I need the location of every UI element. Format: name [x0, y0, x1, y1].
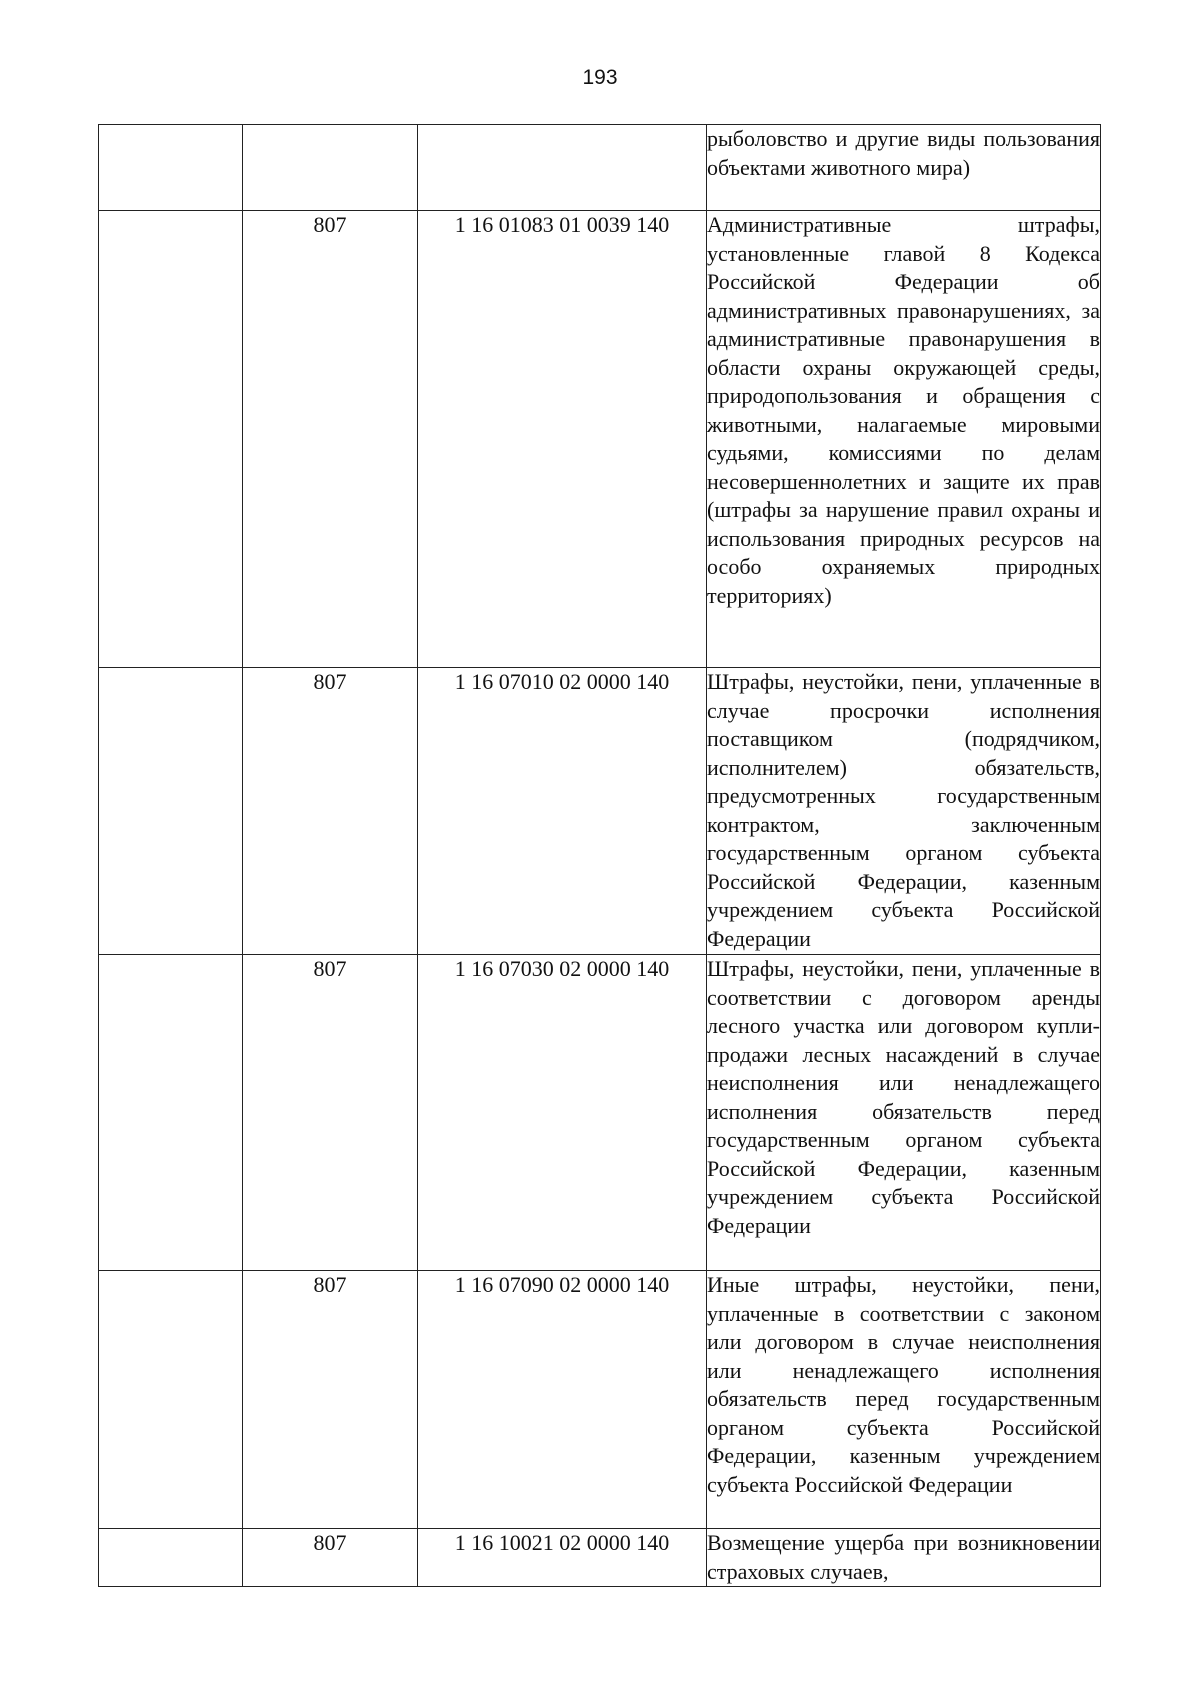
empty-cell [99, 1529, 243, 1587]
page-number: 193 [582, 66, 618, 89]
kbk-code: 1 16 01083 01 0039 140 [454, 212, 670, 237]
admin-code: 807 [313, 956, 347, 981]
table-row [99, 125, 1101, 211]
table-row [99, 1271, 1101, 1529]
kbk-code: 1 16 07030 02 0000 140 [454, 956, 670, 981]
admin-code-cell [243, 1529, 418, 1587]
description-cell: Административные штрафы, установленные главой 8 Кодекса Российской Федерации об административных правонарушениях, за административные правонарушения в области охраны окружающей среды, природопользования и обращения с животными, налагаемые мировыми судьями, комиссиями по делам несовершеннолетних и защите их прав (штрафы за нарушение правил охраны и использования природных ресурсов на особо охраняемых природных территориях) [707, 211, 1101, 668]
admin-code-cell [243, 211, 418, 668]
admin-code: 807 [313, 1272, 347, 1297]
kbk-code-cell [418, 125, 707, 211]
empty-cell [99, 955, 243, 1271]
table-row [99, 211, 1101, 668]
kbk-code-cell [418, 1529, 707, 1587]
description-cell: Возмещение ущерба при возникновении страховых случаев, [707, 1529, 1101, 1587]
kbk-code: 1 16 07010 02 0000 140 [454, 669, 670, 694]
description-cell: Штрафы, неустойки, пени, уплаченные в случае просрочки исполнения поставщиком (подрядчиком, исполнителем) обязательств, предусмотренных государственным контрактом, заключенным государственным органом субъекта Российской Федерации, казенным учреждением субъекта Российской Федерации [707, 668, 1101, 955]
admin-code-cell [243, 668, 418, 955]
admin-code: 807 [313, 669, 347, 694]
description-cell: Штрафы, неустойки, пени, уплаченные в соответствии с договором аренды лесного участка или договором купли-продажи лесных насаждений в случае неисполнения или ненадлежащего исполнения обязательств перед государственным органом субъекта Российской Федерации, казенным учреждением субъекта Российской Федерации [707, 955, 1101, 1271]
kbk-code-cell [418, 668, 707, 955]
empty-cell [99, 125, 243, 211]
admin-code-cell [243, 1271, 418, 1529]
kbk-code-cell [418, 955, 707, 1271]
admin-code: 807 [313, 1530, 347, 1555]
description-cell: рыболовство и другие виды пользования объектами животного мира) [707, 125, 1101, 211]
kbk-code: 1 16 07090 02 0000 140 [454, 1272, 670, 1297]
empty-cell [99, 668, 243, 955]
kbk-code: 1 16 10021 02 0000 140 [454, 1530, 670, 1555]
revenue-codes-table [98, 124, 1101, 1587]
empty-cell [99, 211, 243, 668]
empty-cell [99, 1271, 243, 1529]
admin-code-cell [243, 125, 418, 211]
table-row [99, 668, 1101, 955]
admin-code-cell [243, 955, 418, 1271]
admin-code: 807 [313, 212, 347, 237]
kbk-code-cell [418, 1271, 707, 1529]
table-row [99, 955, 1101, 1271]
description-cell: Иные штрафы, неустойки, пени, уплаченные в соответствии с законом или договором в случае неисполнения или ненадлежащего исполнения обязательств перед государственным органом субъекта Российской Федерации, казенным учреждением субъекта Российской Федерации [707, 1271, 1101, 1529]
kbk-code-cell [418, 211, 707, 668]
table-row [99, 1529, 1101, 1587]
